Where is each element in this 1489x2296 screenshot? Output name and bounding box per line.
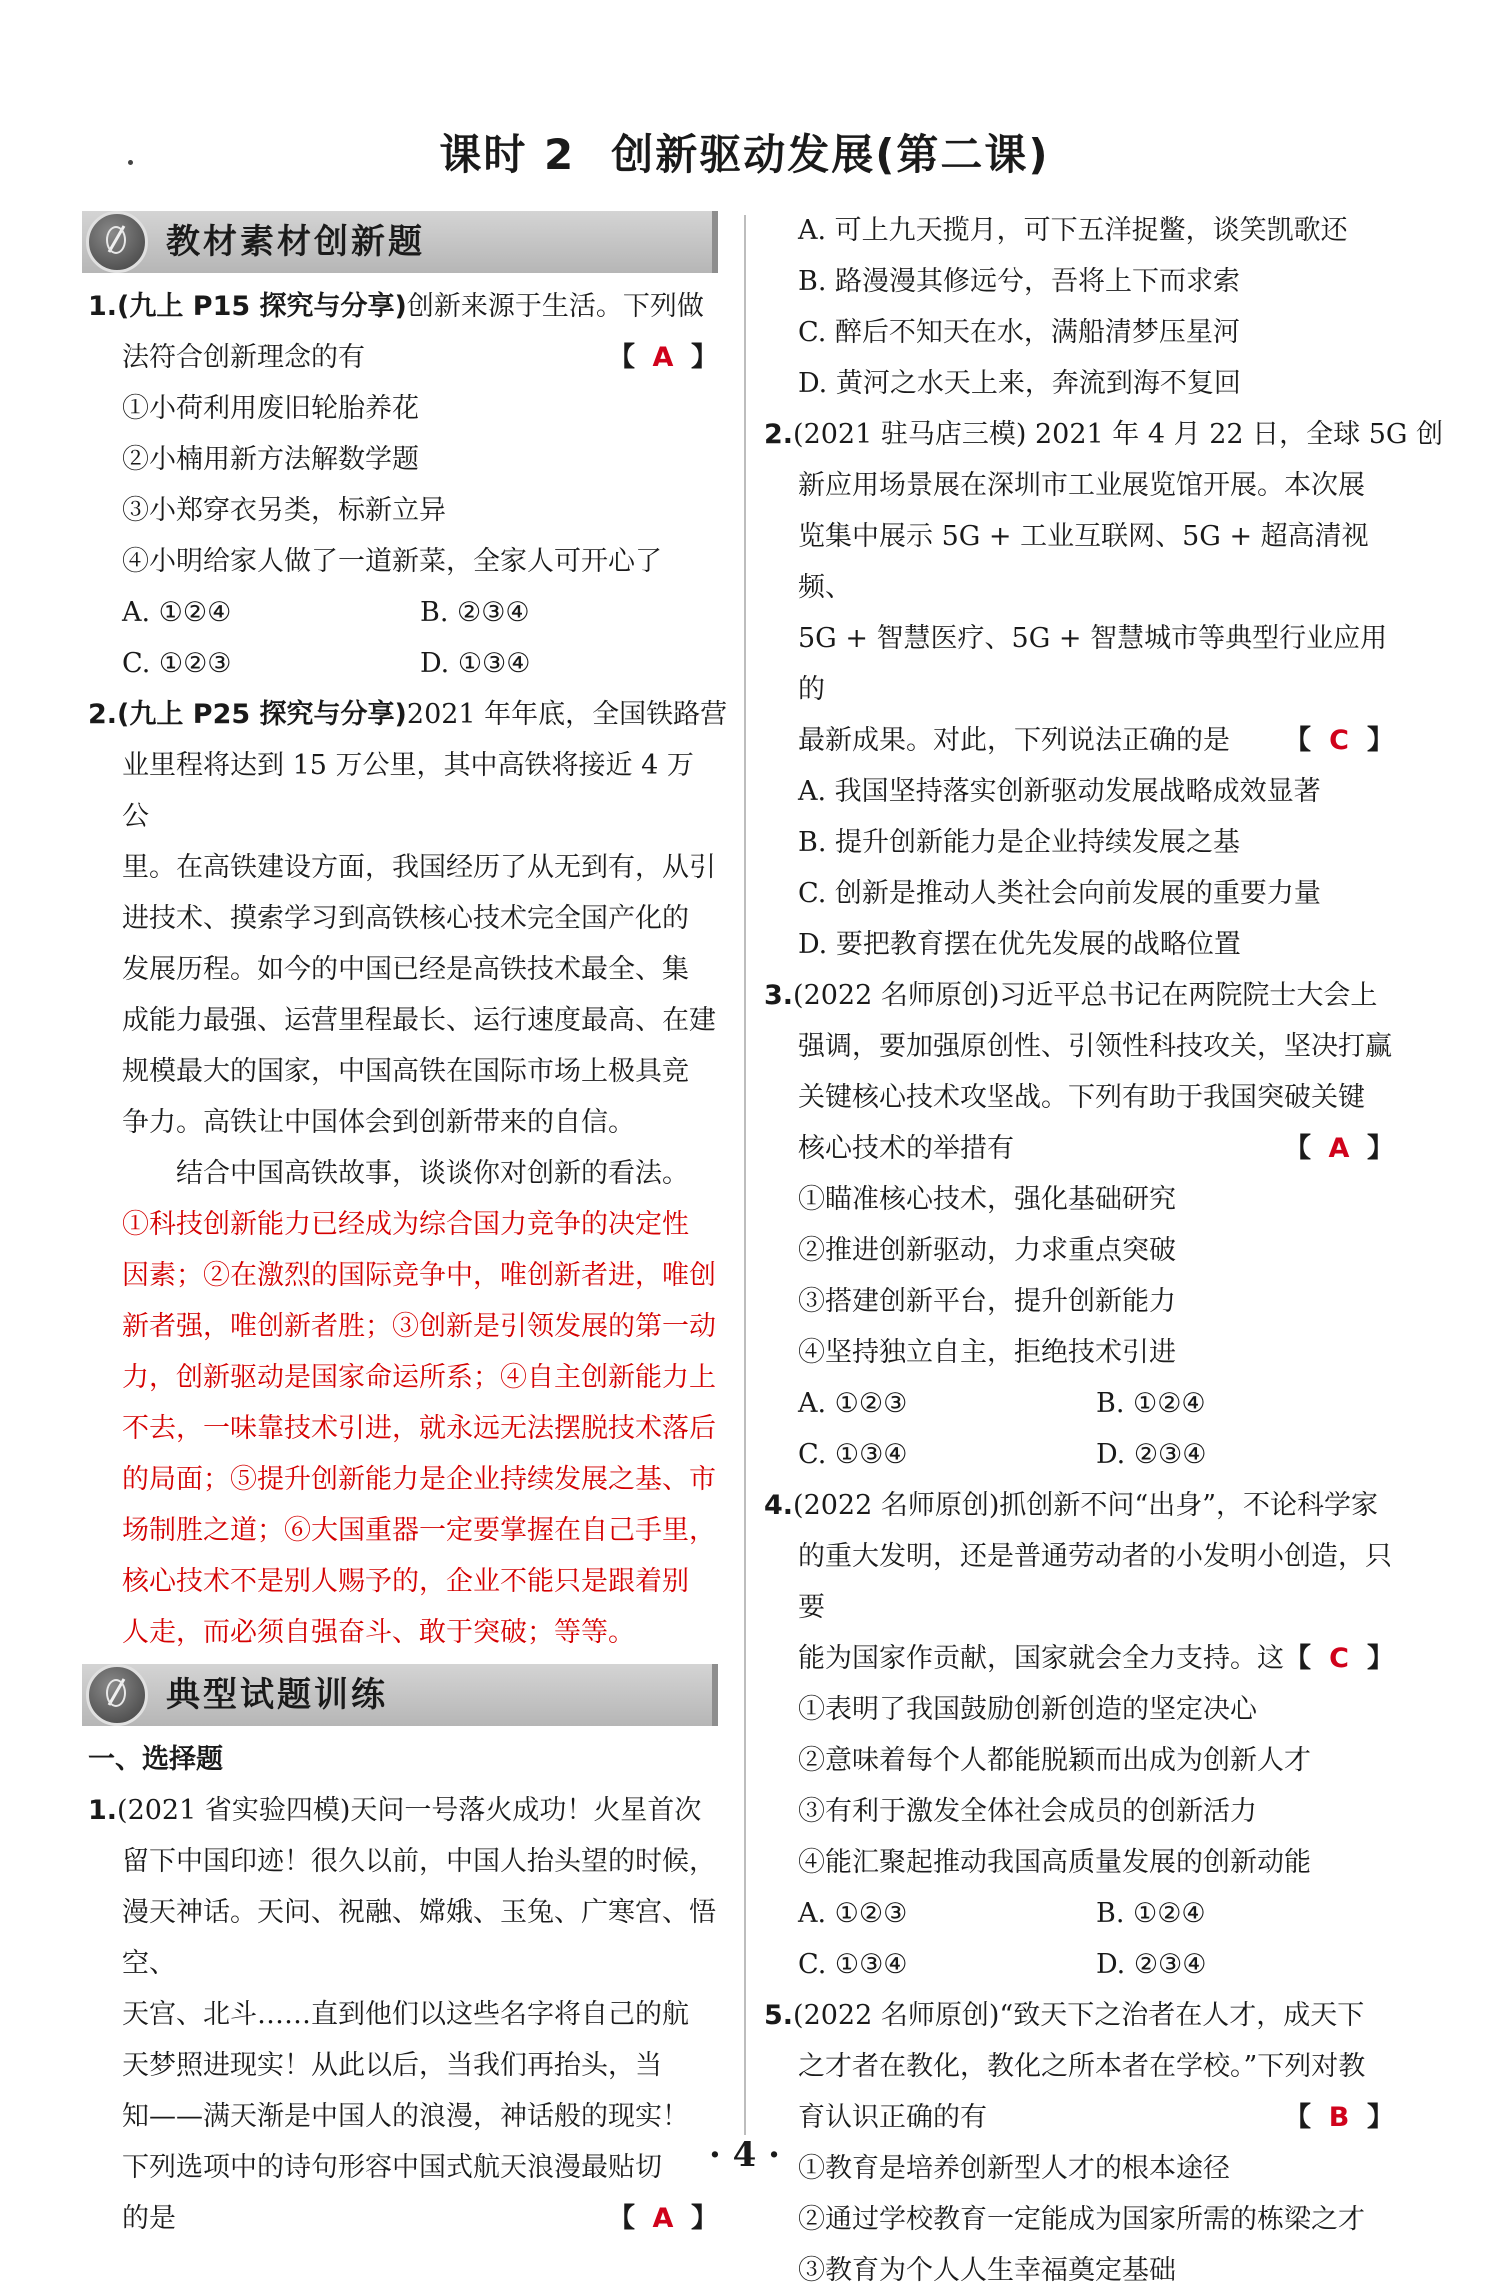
right-column [764,205,1444,2296]
statement-item: ②小楠用新方法解数学题 [122,444,419,475]
answer-line: 新者强，唯创新者胜；③创新是引领发展的第一动 [122,1311,716,1342]
page-number: · 4 · [708,2135,780,2175]
choice-question-1 [88,1785,718,2244]
question-text: 5G + 智慧医疗、5G + 智慧城市等典型行业应用的 [798,623,1388,705]
question-text: 成能力最强、运营里程最长、运行速度最高、在建 [122,1005,716,1036]
question-text: 法符合创新理念的有 [122,342,365,373]
question-text: 争力。高铁让中国体会到创新带来的自信。 [122,1107,635,1138]
question-number: 2. [88,699,118,730]
question-text: 里。在高铁建设方面，我国经历了从无到有，从引 [122,852,716,883]
section-title: 典型试题训练 [166,1674,388,1715]
statement-item: ①瞄准核心技术，强化基础研究 [798,1184,1176,1215]
question-text: (2022 名师原创)“致天下之治者在人才，成天下 [793,2000,1365,2031]
option-c: C. ①③④ [798,1949,908,1980]
option-d: D. 黄河之水天上来，奔流到海不复回 [798,368,1241,399]
answer-value: C [1329,1643,1349,1674]
section-header-typical [82,1664,718,1726]
question-text: 业里程将达到 15 万公里，其中高铁将接近 4 万公 [122,750,694,832]
question-1 [88,281,718,689]
option-a: A. ①②③ [798,1898,908,1929]
statement-item: ③小郑穿衣另类，标新立异 [122,495,446,526]
option-b: B. ②③④ [420,597,530,628]
option-d: D. ①③④ [420,648,531,679]
statement-item: ①小荷利用废旧轮胎养花 [122,393,419,424]
question-text: 漫天神话。天问、祝融、嫦娥、玉兔、广寒宫、悟空、 [122,1897,716,1979]
answer-value: A [652,342,674,373]
question-text: 2021 年年底，全国铁路营 [406,699,728,730]
question-text: 的是 [122,2203,176,2234]
answer-bracket: 【 B 】 [1284,2092,1394,2143]
option-a: A. ①②④ [122,597,232,628]
question-text: 的重大发明，还是普通劳动者的小发明小创造，只要 [798,1541,1392,1623]
option-b: B. ①②④ [1096,1898,1206,1929]
subsection-title: 一、选择题 [88,1744,223,1775]
option-c: C. 醉后不知天在水，满船清梦压星河 [798,317,1240,348]
question-text: 强调，要加强原创性、引领性科技攻关，坚决打赢 [798,1031,1392,1062]
option-a: A. 可上九天揽月，可下五洋捉鳖，谈笑凯歌还 [798,215,1348,246]
option-b: B. 路漫漫其修远兮，吾将上下而求索 [798,266,1241,297]
question-text: (2022 名师原创)抓创新不问“出身”，不论科学家 [793,1490,1379,1521]
question-text: (2022 名师原创)习近平总书记在两院院士大会上 [793,980,1378,1011]
answer-text [88,1199,718,1658]
option-a: A. 我国坚持落实创新驱动发展战略成效显著 [798,776,1321,807]
question-text: 览集中展示 5G + 工业互联网、5G + 超高清视频、 [798,521,1369,603]
answer-line: 力，创新驱动是国家命运所系；④自主创新能力上 [122,1362,716,1393]
left-column [88,205,728,2244]
question-number: 3. [764,980,794,1011]
option-d: D. ②③④ [1096,1439,1207,1470]
question-number: 1. [88,1795,118,1826]
question-text: 最新成果。对此，下列说法正确的是 [798,725,1230,756]
answer-line: 因素；②在激烈的国际竞争中，唯创新者进，唯创 [122,1260,716,1291]
answer-line: ①科技创新能力已经成为综合国力竞争的决定性 [122,1209,689,1240]
answer-value: A [652,2203,674,2234]
answer-bracket: 【 A 】 [1284,1123,1394,1174]
statement-item: ④坚持独立自主，拒绝技术引进 [798,1337,1176,1368]
lesson-number: 课时 2 [439,130,576,179]
question-number: 4. [764,1490,794,1521]
choice-question-4 [764,1480,1394,1990]
statement-item: ②意味着每个人都能脱颖而出成为创新人才 [798,1745,1311,1776]
statement-item: ④能汇聚起推动我国高质量发展的创新动能 [798,1847,1311,1878]
answer-value: C [1329,725,1349,756]
question-text: 育认识正确的有 [798,2102,987,2133]
choice-question-3 [764,970,1394,1480]
statement-item: ③有利于激发全体社会成员的创新活力 [798,1796,1257,1827]
question-text: 下列选项中的诗句形容中国式航天浪漫最贴切 [122,2152,662,2183]
question-text: 之才者在教化，教化之所本者在学校。”下列对教 [798,2051,1366,2082]
question-2 [88,689,728,1658]
question-number: 5. [764,2000,794,2031]
statement-item: ③搭建创新平台，提升创新能力 [798,1286,1176,1317]
question-text: (2021 驻马店三模) 2021 年 4 月 22 日，全球 5G 创 [793,419,1444,450]
answer-bracket: 【 C 】 [1284,715,1394,766]
question-text: 关键核心技术攻坚战。下列有助于我国突破关键 [798,1082,1365,1113]
statement-item: ①教育是培养创新型人才的根本途径 [798,2153,1230,2184]
column-divider [744,215,746,2135]
page-title [0,122,1489,182]
answer-line: 场制胜之道；⑥大国重器一定要掌握在自己手里， [122,1515,716,1546]
question-text: 新应用场景展在深圳市工业展览馆开展。本次展 [798,470,1365,501]
question-text: 天梦照进现实！从此以后，当我们再抬头，当 [122,2050,662,2081]
answer-bracket: 【 A 】 [608,332,718,383]
question-text: 规模最大的国家，中国高铁在国际市场上极具竞 [122,1056,689,1087]
question-text: 进技术、摸索学习到高铁核心技术完全国产化的 [122,903,689,934]
answer-line: 不去，一味靠技术引进，就永远无法摆脱技术落后 [122,1413,716,1444]
statement-item: ③教育为个人人生幸福奠定基础 [798,2255,1176,2286]
question-prompt: 结合中国高铁故事，谈谈你对创新的看法。 [176,1158,689,1189]
question-text: 发展历程。如今的中国已经是高铁技术最全、集 [122,954,689,985]
answer-line: 人走，而必须自强奋斗、敢于突破；等等。 [122,1617,635,1648]
lesson-title: 创新驱动发展(第二课) [611,130,1050,179]
statement-item: ②通过学校教育一定能成为国家所需的栋梁之才 [798,2204,1365,2235]
question-number: 2. [764,419,794,450]
question-text: 知——满天渐是中国人的浪漫，神话般的现实！ [122,2101,689,2132]
compass-icon [86,211,148,273]
answer-bracket: 【 A 】 [608,2193,718,2244]
section-title: 教材素材创新题 [166,221,425,262]
statement-item: ①表明了我国鼓励创新创造的坚定决心 [798,1694,1257,1725]
question-number: 1. [88,291,118,322]
option-a: A. ①②③ [798,1388,908,1419]
question-text: 天宫、北斗……直到他们以这些名字将自己的航 [122,1999,689,2030]
question-text: 创新来源于生活。下列做 [406,291,704,322]
question-source: (九上 P15 探究与分享) [117,291,407,322]
question-source: (九上 P25 探究与分享) [117,699,407,730]
option-b: B. ①②④ [1096,1388,1206,1419]
choice-question-2 [764,409,1444,970]
option-c: C. 创新是推动人类社会向前发展的重要力量 [798,878,1321,909]
option-d: D. ②③④ [1096,1949,1207,1980]
section-header-textbook [82,211,718,273]
answer-value: B [1328,2102,1350,2133]
compass-icon [86,1664,148,1726]
question-text: 能为国家作贡献，国家就会全力支持。这 [798,1643,1284,1674]
question-text: 留下中国印迹！很久以前，中国人抬头望的时候， [122,1846,716,1877]
question-text: (2021 省实验四模)天问一号落火成功！火星首次 [117,1795,702,1826]
statement-item: ②推进创新驱动，力求重点突破 [798,1235,1176,1266]
answer-value: A [1328,1133,1350,1164]
question-text: 核心技术的举措有 [798,1133,1014,1164]
option-d: D. 要把教育摆在优先发展的战略位置 [798,929,1241,960]
statement-item: ④小明给家人做了一道新菜，全家人可开心了 [122,546,662,577]
answer-line: 核心技术不是别人赐予的，企业不能只是跟着别 [122,1566,689,1597]
answer-bracket: 【 C 】 [1284,1633,1394,1684]
answer-line: 的局面；⑤提升创新能力是企业持续发展之基、市 [122,1464,716,1495]
option-c: C. ①②③ [122,648,232,679]
option-c: C. ①③④ [798,1439,908,1470]
option-b: B. 提升创新能力是企业持续发展之基 [798,827,1241,858]
